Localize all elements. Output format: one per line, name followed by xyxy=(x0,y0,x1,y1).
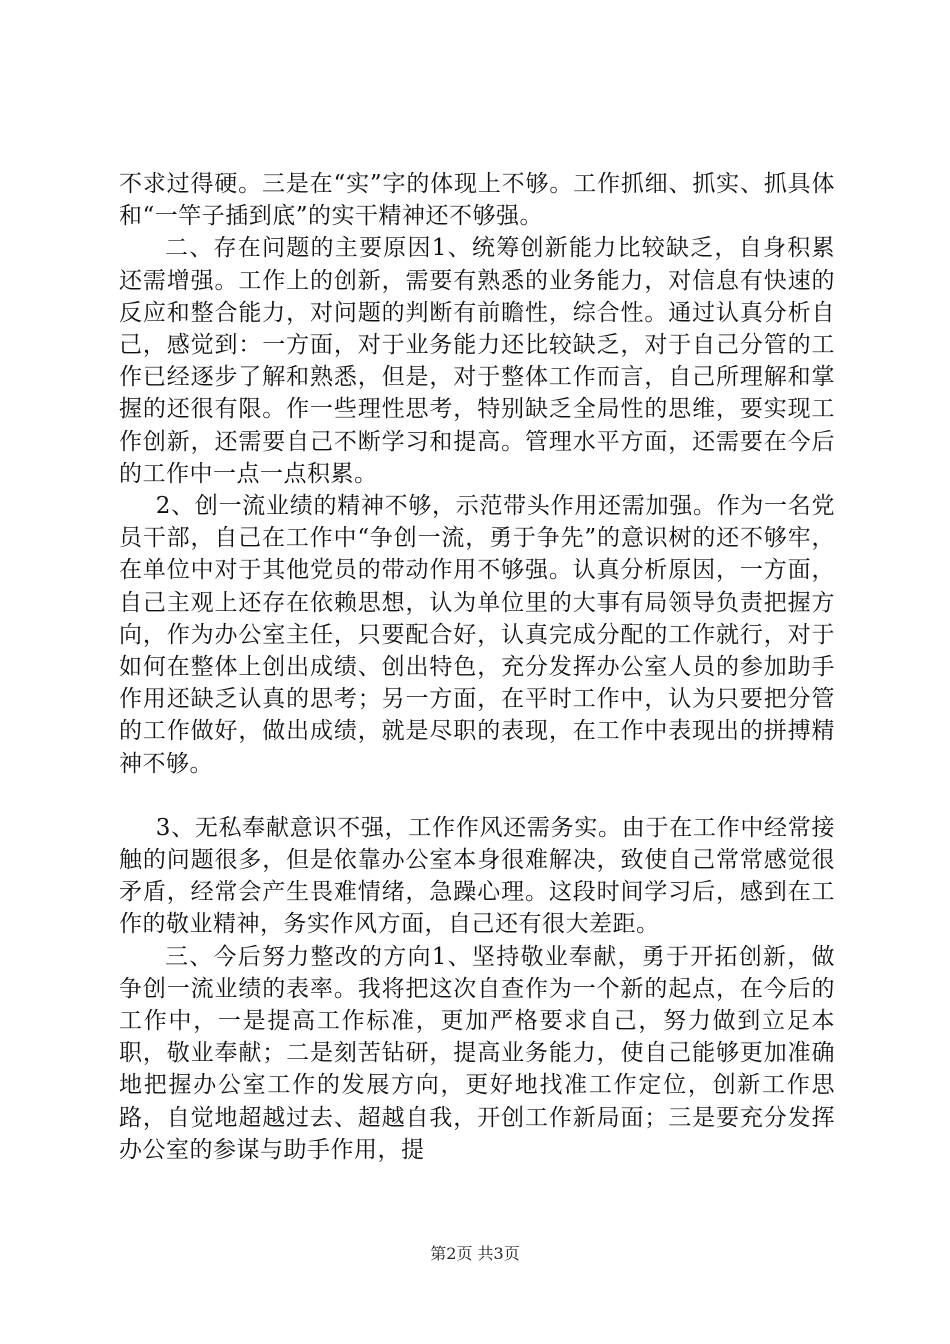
paragraph-section-three: 三、今后努力整改的方向1、坚持敬业奉献，勇于开拓创新，做争创一流业绩的表率。我将把这次自查作为一个新的起点，在今后的工作中，一是提高工作标准，更加严格要求自己，努力做到立足本职，敬业奉献；二是刻苦钻研，提高业务能力，使自己能够更加准确地把握办公室工作的发展方向，更好地找准工作定位，创新工作思路，自觉地超越过去、超越自我，开创工作新局面；三是要充分发挥办公室的参谋与助手作用，提 xyxy=(119,943,835,1163)
paragraph-section-two: 二、存在问题的主要原因1、统筹创新能力比较缺乏，自身积累还需增强。工作上的创新，需要有熟悉的业务能力，对信息有快速的反应和整合能力，对问题的判断有前瞻性，综合性。通过认真分析自己，感觉到：一方面，对于业务能力还比较缺乏，对于自己分管的工作已经逐步了解和熟悉，但是，对于整体工作而言，自己所理解和掌握的还很有限。作一些理性思考，特别缺乏全局性的思维，要实现工作创新，还需要自己不断学习和提高。管理水平方面，还需要在今后的工作中一点一点积累。 xyxy=(119,235,835,487)
paragraph-item-three: 3、无私奉献意识不强，工作作风还需务实。由于在工作中经常接触的问题很多，但是依靠办公室本身很难解决，致使自己常常感觉很矛盾，经常会产生畏难情绪，急躁心理。这段时间学习后，感到在工作的敬业精神，务实作风方面，自己还有很大差距。 xyxy=(119,814,835,938)
page-footer: 第2页 共3页 xyxy=(430,1244,520,1263)
document-body xyxy=(119,168,835,1166)
paragraph-item-two: 2、创一流业绩的精神不够，示范带头作用还需加强。作为一名党员干部，自己在工作中“争创一流，勇于争先”的意识树的还不够牢，在单位中对于其他党员的带动作用不够强。认真分析原因，一方面，自己主观上还存在依赖思想，认为单位里的大事有局领导负责把握方向，作为办公室主任，只要配合好，认真完成分配的工作就行，对于如何在整体上创出成绩、创出特色，充分发挥办公室人员的参加助手作用还缺乏认真的思考；另一方面，在平时工作中，认为只要把分管的工作做好，做出成绩，就是尽职的表现，在工作中表现出的拼搏精神不够。 xyxy=(119,493,835,777)
paragraph-continuation: 不求过得硬。三是在“实”字的体现上不够。工作抓细、抓实、抓具体和“一竿子插到底”的实干精神还不够强。 xyxy=(119,171,835,230)
